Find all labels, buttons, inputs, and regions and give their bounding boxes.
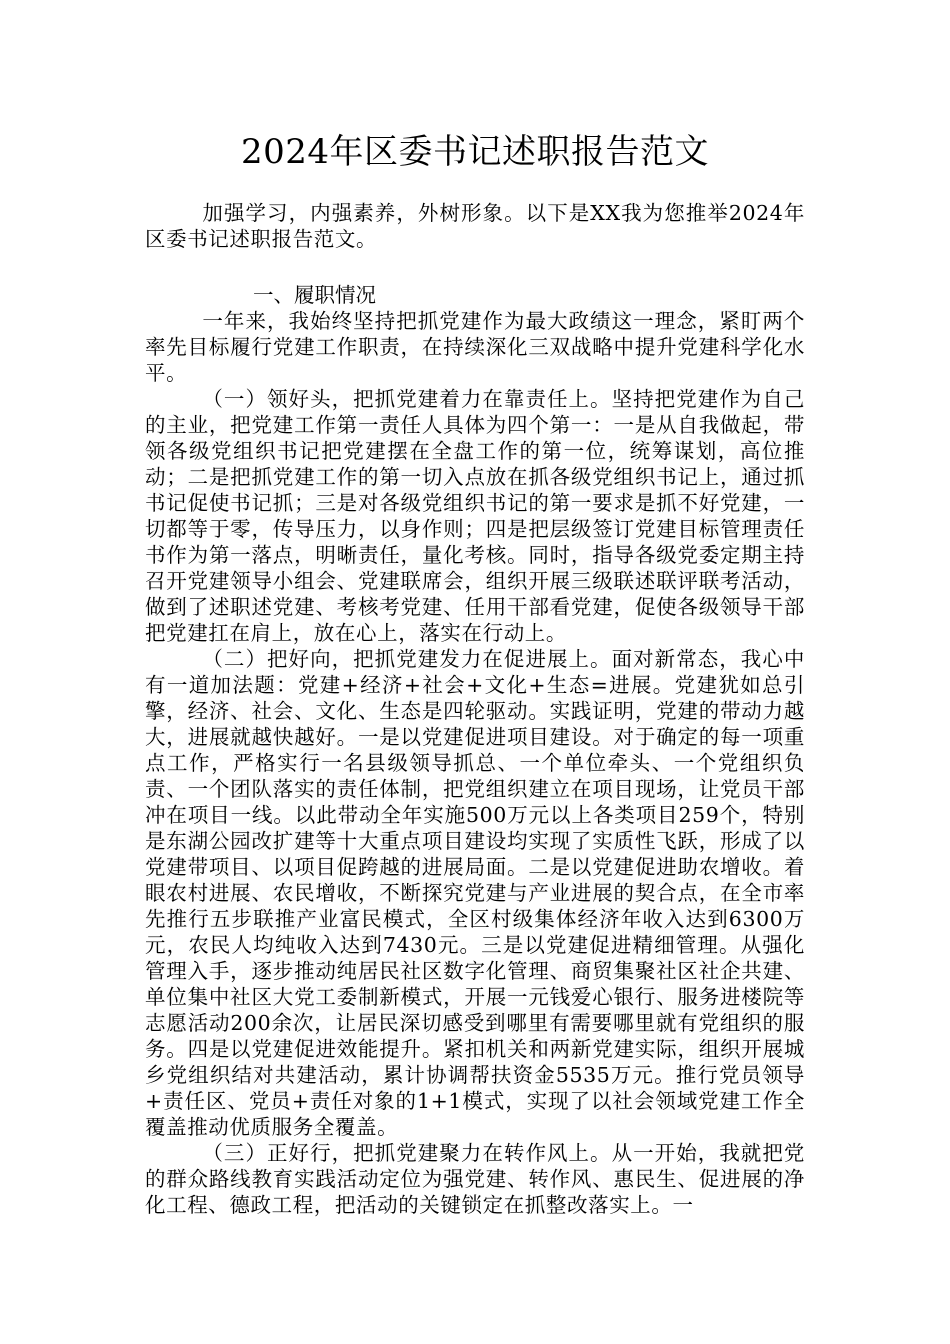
body-paragraph-3: （二）把好向，把抓党建发力在促进展上。面对新常态，我心中有一道加法题：党建+经济+社会+文化+生态=进展。党建犹如总引擎，经济、社会、文化、生态是四轮驱动。实践证明，党建的带动力越大，进展就越快越好。一是以党建促进项目建设。对于确定的每一项重点工作，严格实行一名县级领导抓总、一个单位牵头、一个党组织负责、一个团队落实的责任体制，把党组织建立在项目现场，让党员干部冲在项目一线。以此带动全年实施500万元以上各类项目259个，特别是东湖公园改扩建等十大重点项目建设均实现了实质性飞跃，形成了以党建带项目、以项目促跨越的进展局面。二是以党建促进助农增收。着眼农村进展、农民增收，不断探究党建与产业进展的契合点，在全市率先推行五步联推产业富民模式，全区村级集体经济年收入达到6300万元，农民人均纯收入达到7430元。三是以党建促进精细管理。从强化管理入手，逐步推动纯居民社区数字化管理、商贸集聚社区社企共建、单位集中社区大党工委制新模式，开展一元钱爱心银行、服务进楼院等志愿活动200余次，让居民深切感受到哪里有需要哪里就有党组织的服务。四是以党建促进效能提升。紧扣机关和两新党建实际，组织开展城乡党组织结对共建活动，累计协调帮扶资金5535万元。推行党员领导+责任区、党员+责任对象的1+1模式，实现了以社会领域党建工作全覆盖推动优质服务全覆盖。 (145, 647, 805, 1139)
body-paragraph-1: 一年来，我始终坚持把抓党建作为最大政绩这一理念，紧盯两个率先目标履行党建工作职责，在持续深化三双战略中提升党建科学化水平。 (145, 309, 805, 385)
section-heading: 一、履职情况 (253, 283, 376, 307)
body-paragraph-4: （三）正好行，把抓党建聚力在转作风上。从一开始，我就把党的群众路线教育实践活动定位为强党建、转作风、惠民生、促进展的净化工程、德政工程，把活动的关键锁定在抓整改落实上。一 (145, 1141, 805, 1217)
document-title: 2024年区委书记述职报告范文 (240, 132, 710, 172)
intro-paragraph: 加强学习，内强素养，外树形象。以下是XX我为您推举2024年区委书记述职报告范文。 (145, 201, 805, 251)
body-paragraph-2: （一）领好头，把抓党建着力在靠责任上。坚持把党建作为自己的主业，把党建工作第一责任人具体为四个第一：一是从自我做起，带领各级党组织书记把党建摆在全盘工作的第一位，统筹谋划，高位推动；二是把抓党建工作的第一切入点放在抓各级党组织书记上，通过抓书记促使书记抓；三是对各级党组织书记的第一要求是抓不好党建，一切都等于零，传导压力，以身作则；四是把层级签订党建目标管理责任书作为第一落点，明晰责任，量化考核。同时，指导各级党委定期主持召开党建领导小组会、党建联席会，组织开展三级联述联评联考活动，做到了述职述党建、考核考党建、任用干部看党建，促使各级领导干部把党建扛在肩上，放在心上，落实在行动上。 (145, 387, 805, 645)
document-body (145, 126, 805, 1218)
